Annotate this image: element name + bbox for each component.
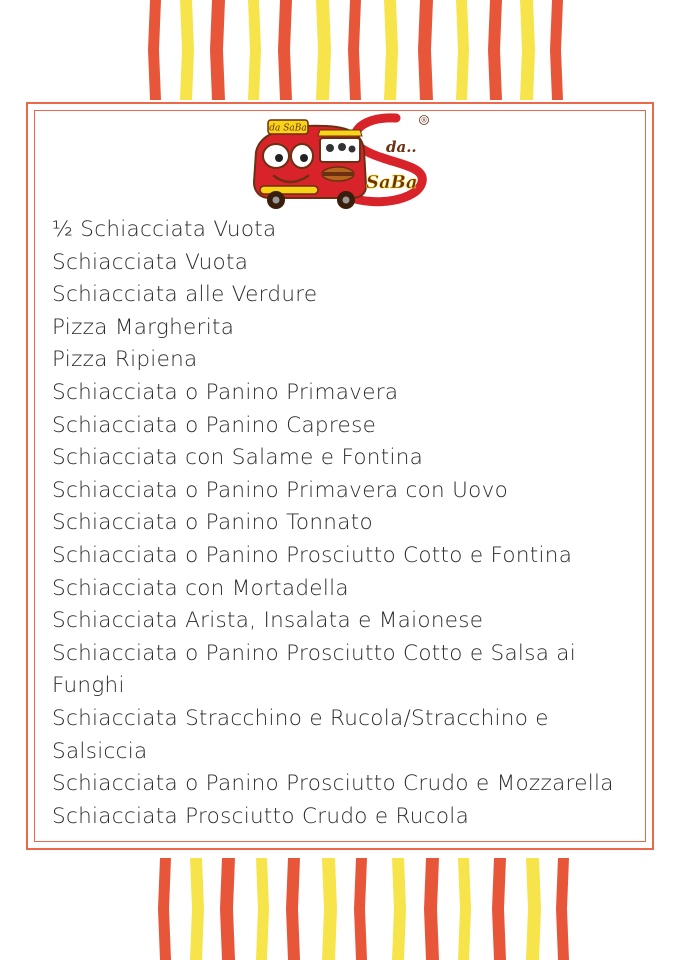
menu-item: Pizza Margherita	[52, 314, 235, 340]
red-stripe	[424, 858, 439, 960]
da-saba-logo	[246, 112, 438, 212]
red-stripe	[210, 0, 225, 100]
stripe-pattern-bottom	[0, 858, 678, 960]
red-stripe	[220, 858, 235, 960]
red-stripe	[286, 858, 300, 960]
red-stripe	[354, 858, 367, 960]
menu-item: ½ Schiacciata Vuota	[52, 217, 277, 242]
menu-item: Pizza Ripiena	[52, 347, 198, 373]
yellow-stripe	[520, 0, 535, 100]
yellow-stripe	[256, 858, 269, 960]
menu-item: Schiacciata con Salame e Fontina	[52, 445, 424, 471]
menu-item: Schiacciata Vuota	[52, 249, 249, 275]
menu-item: Schiacciata Arista, Insalata e Maionese	[52, 608, 484, 634]
menu-item: Schiacciata o Panino Primavera con Uovo	[52, 477, 509, 503]
red-stripe	[550, 0, 563, 100]
yellow-stripe	[458, 858, 471, 960]
logo-script-text: SaBa	[366, 172, 418, 193]
menu-item: Schiacciata Stracchino e Rucola/Stracchino e Salsiccia	[52, 705, 549, 764]
red-stripe	[278, 0, 292, 100]
red-stripe	[418, 0, 433, 100]
yellow-stripe	[456, 0, 469, 100]
menu-item: Schiacciata o Panino Prosciutto Crudo e Mozzarella	[52, 771, 614, 797]
menu-item: Schiacciata con Mortadella	[52, 575, 349, 601]
yellow-stripe	[316, 0, 331, 100]
yellow-stripe	[248, 0, 261, 100]
logo-side-text: da..	[386, 138, 417, 156]
menu-item: Schiacciata o Panino Caprese	[52, 412, 377, 438]
menu-item: Schiacciata o Panino Prosciutto Cotto e Fontina	[52, 542, 573, 568]
menu-item: Schiacciata o Panino Tonnato	[52, 510, 373, 536]
menu-item: Schiacciata alle Verdure	[52, 282, 318, 308]
yellow-stripe	[526, 858, 541, 960]
red-stripe	[348, 0, 361, 100]
yellow-stripe	[322, 858, 337, 960]
menu-list	[52, 214, 642, 833]
menu-item: Schiacciata o Panino Prosciutto Cotto e Salsa ai Funghi	[52, 640, 577, 699]
red-stripe	[148, 0, 161, 100]
bus-logo-icon	[246, 112, 438, 212]
red-stripe	[488, 0, 502, 100]
yellow-stripe	[384, 0, 398, 100]
yellow-stripe	[180, 0, 194, 100]
yellow-stripe	[190, 858, 204, 960]
red-stripe	[492, 858, 506, 960]
red-stripe	[556, 858, 569, 960]
logo-registered-mark: ®	[420, 116, 428, 125]
logo-sign-text: da SaBa	[269, 123, 307, 134]
yellow-stripe	[392, 858, 406, 960]
red-stripe	[158, 858, 171, 960]
stripe-pattern-top	[0, 0, 678, 100]
menu-item: Schiacciata o Panino Primavera	[52, 379, 399, 405]
menu-item: Schiacciata Prosciutto Crudo e Rucola	[52, 803, 470, 829]
